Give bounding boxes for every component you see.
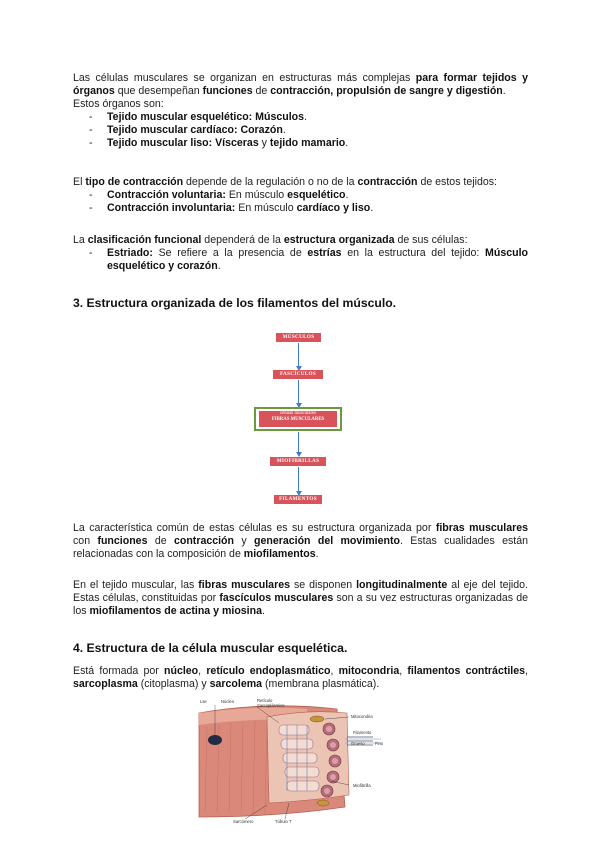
text: La (73, 234, 88, 246)
text-bold: para formar tejidos y órganos (73, 72, 528, 97)
text-bold: funciones (97, 535, 148, 547)
text: y (234, 535, 254, 547)
text: que desempeñan (114, 85, 203, 97)
text-bold: miofilamentos (243, 548, 316, 560)
text: . (502, 85, 506, 97)
text: con (73, 535, 98, 547)
text: , (399, 665, 408, 677)
text-bold: fibras musculares (198, 579, 290, 591)
figure-label-thick: Grueso (351, 741, 365, 746)
text: . (262, 605, 265, 617)
text: . (217, 260, 221, 272)
text-bold: miofilamentos de actina y miosina (89, 605, 262, 617)
text-bold: fascículos musculares (219, 592, 334, 604)
list-item (89, 247, 528, 273)
figure-label-nucleus: Núcleo (221, 699, 235, 704)
text-bold: Tejido muscular liso: Vísceras (107, 137, 259, 149)
figure-label-sarcomere: Sarcómero (233, 819, 254, 824)
text-bold: Músculo esquelético y corazón (107, 247, 528, 272)
list-item (89, 189, 528, 202)
diagram-label-fibras: FIBRAS MUSCULARES (271, 417, 325, 422)
figure-label-filaments: Filamento (353, 730, 372, 735)
text-bold: filamentos contráctiles (407, 665, 526, 677)
figure-label-thin: Fino (375, 741, 384, 746)
diagram-arrow (298, 467, 299, 492)
diagram-box-fasciculos: FASCÍCULOS (273, 370, 323, 379)
text: . (315, 548, 319, 560)
diagram-box-miofibrillas: MIOFIBRILLAS (270, 457, 326, 466)
text-bold: clasificación funcional (87, 234, 202, 246)
section-4-title: 4. Estructura de la célula muscular esquelética. (73, 641, 348, 655)
text: en la estructura del tejido: (341, 247, 486, 259)
figure-label-line: Lse (200, 699, 207, 704)
text: , (525, 665, 528, 677)
classification-list (89, 247, 528, 273)
text: Está formada por (73, 665, 165, 677)
diagram-arrow (298, 432, 299, 453)
text-bold: fibras musculares (435, 522, 528, 534)
text-bold: longitudinalmente (356, 579, 448, 591)
text: . (370, 202, 374, 214)
figure-label-mitochondria: Mitocondria (351, 714, 373, 719)
organs-list (89, 111, 528, 150)
text: Se refiere a la presencia de (152, 247, 308, 259)
section-3-paragraph-1 (73, 522, 528, 561)
text: de estos tejidos: (417, 176, 497, 188)
text: El (73, 176, 86, 188)
text-bold: mitocondria (338, 665, 400, 677)
text-bold: contracción (357, 176, 418, 188)
diagram-box-musculos: MÚSCULOS (276, 333, 321, 342)
text: , (198, 665, 207, 677)
diagram-arrow (298, 380, 299, 404)
text: al eje del tejido. Estas células, constituidas por (73, 579, 529, 604)
section-3-title: 3. Estructura organizada de los filamentos del músculo. (73, 296, 397, 310)
text-bold: sarcolema (209, 678, 263, 690)
text: En músculo (235, 202, 297, 214)
text-bold: esquelético (287, 189, 346, 201)
diagram-label-celulas: células musculares (279, 411, 317, 416)
muscle-cell-illustration (197, 695, 397, 825)
text-bold: Contracción involuntaria: (107, 202, 236, 214)
text-bold: contracción, propulsión de sangre y digestión (270, 85, 503, 97)
text-bold: Contracción voluntaria: (107, 189, 226, 201)
text-bold: retículo endoplasmático (206, 665, 331, 677)
intro-paragraph (73, 72, 528, 150)
text: , (330, 665, 339, 677)
text-bold: sarcoplasma (73, 678, 138, 690)
text-bold: tejido mamario (269, 137, 346, 149)
text-bold: tipo de contracción (85, 176, 184, 188)
diagram-box-fibras (259, 411, 337, 427)
text: dependerá de la (201, 234, 284, 246)
text: de (252, 85, 271, 97)
figure-label-reticulum: Retículo Sarcoplásmico (257, 698, 285, 708)
text-bold: contracción (173, 535, 234, 547)
text-bold: funciones (202, 85, 253, 97)
text-bold: Estriado: (107, 247, 153, 259)
text: (citoplasma) y (137, 678, 210, 690)
text: . (345, 137, 349, 149)
text: depende de la regulación o no de la (183, 176, 358, 188)
list-item (89, 111, 528, 124)
text: de (147, 535, 174, 547)
figure-label-myofibril: Miofibrilla (353, 783, 371, 788)
text: de sus células: (394, 234, 468, 246)
figure-label-ttubule: Túbulo T (275, 819, 292, 824)
text: se disponen (289, 579, 357, 591)
text-bold: Tejido muscular esquelético: Músculos (107, 111, 305, 123)
text: . Estas cualidades están relacionadas con la composición de (73, 535, 529, 560)
classification-paragraph (73, 234, 528, 273)
list-item (89, 137, 528, 150)
diagram-box-filamentos: FILAMENTOS (274, 495, 322, 504)
section-4-paragraph (73, 665, 528, 691)
organs-intro: Estos órganos son: (73, 98, 164, 110)
diagram-arrow (298, 343, 299, 367)
text: . (345, 189, 349, 201)
text: En el tejido muscular, las (73, 579, 199, 591)
text-bold: generación del movimiento (254, 535, 400, 547)
text-bold: estrías (307, 247, 342, 259)
text: La característica común de estas células es su estructura organizada por (73, 522, 436, 534)
text: Las células musculares se organizan en estructuras más complejas (73, 72, 416, 84)
text: En músculo (225, 189, 288, 201)
section-3-paragraph-2 (73, 579, 528, 618)
text-bold: estructura organizada (283, 234, 395, 246)
text: . (282, 124, 286, 136)
text: y (258, 137, 270, 149)
contraction-paragraph (73, 176, 528, 215)
text-bold: Tejido muscular cardíaco: Corazón (107, 124, 283, 136)
list-item (89, 202, 528, 215)
list-item (89, 124, 528, 137)
text: son a su vez estructuras organizadas de los (73, 592, 528, 617)
text: (membrana plasmática). (262, 678, 380, 690)
text: . (304, 111, 307, 123)
text-bold: núcleo (164, 665, 199, 677)
text-bold: cardíaco y liso (296, 202, 371, 214)
contraction-list (89, 189, 528, 215)
